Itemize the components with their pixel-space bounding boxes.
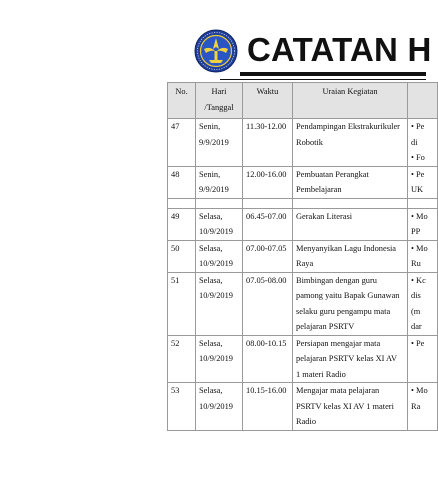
table-body — [168, 119, 438, 431]
cell-keterangan — [408, 383, 438, 431]
cell-hari-tanggal — [196, 272, 243, 335]
university-seal-logo — [194, 29, 238, 73]
column-header-waktu: Waktu — [243, 83, 293, 119]
cell-keterangan — [408, 208, 438, 240]
cell-hari: Selasa, — [199, 243, 223, 253]
cell-uraian-line: 1 materi Radio — [296, 369, 346, 379]
cell-uraian-line: Pendampingan Ekstrakurikuler — [296, 122, 400, 131]
cell-keterangan-line: • Pe — [411, 169, 425, 179]
cell-uraian-line: Bimbingan dengan guru — [296, 275, 377, 285]
cell-waktu: 12.00-16.00 — [243, 166, 293, 198]
cell-keterangan-line: Ra — [411, 401, 421, 411]
table-row — [168, 335, 438, 383]
cell-hari-tanggal — [196, 335, 243, 383]
cell-keterangan-line: • Pe — [411, 338, 425, 348]
cell-tanggal: 10/9/2019 — [199, 401, 233, 411]
cell-tanggal: 9/9/2019 — [199, 137, 229, 147]
cell-hari: Selasa, — [199, 211, 223, 221]
spacer-cell — [408, 198, 438, 208]
cell-no: 47 — [168, 119, 196, 167]
cell-keterangan — [408, 119, 438, 167]
spacer-cell — [293, 198, 408, 208]
table-row — [168, 240, 438, 272]
cell-keterangan-line: • Fo — [411, 153, 425, 162]
cell-keterangan — [408, 335, 438, 383]
cell-hari: Senin, — [199, 122, 221, 131]
table-row — [168, 208, 438, 240]
cell-hari-tanggal — [196, 208, 243, 240]
cell-no: 51 — [168, 272, 196, 335]
cell-tanggal: 10/9/2019 — [199, 259, 233, 268]
table-header-row — [168, 83, 438, 119]
cell-uraian-line: Mengajar mata pelajaran — [296, 386, 380, 395]
cell-waktu: 07.05-08.00 — [243, 272, 293, 335]
cell-uraian-line: Menyanyikan Lagu Indonesia — [296, 243, 397, 253]
spacer-cell — [168, 198, 196, 208]
cell-uraian-line: pelajaran PSRTV kelas XI AV — [296, 354, 398, 363]
cell-uraian — [293, 166, 408, 198]
cell-uraian-line: Raya — [296, 259, 314, 268]
cell-no: 48 — [168, 166, 196, 198]
cell-uraian-line: selaku guru pengampu mata — [296, 306, 391, 316]
cell-keterangan-line: • Kc — [411, 275, 426, 285]
cell-waktu: 08.00-10.15 — [243, 335, 293, 383]
cell-no: 53 — [168, 383, 196, 431]
cell-keterangan-line: Ru — [411, 259, 421, 268]
cell-keterangan — [408, 272, 438, 335]
cell-tanggal: 10/9/2019 — [199, 354, 233, 363]
cell-uraian-line: Pembelajaran — [296, 185, 342, 194]
column-header-tanggal-label: /Tanggal — [204, 102, 234, 112]
cell-tanggal: 9/9/2019 — [199, 185, 229, 194]
title-underline-thick — [240, 72, 426, 76]
spacer-cell — [196, 198, 243, 208]
cell-waktu: 11.30-12.00 — [243, 119, 293, 167]
cell-keterangan-line: di — [411, 137, 418, 147]
cell-uraian — [293, 272, 408, 335]
cell-uraian — [293, 383, 408, 431]
cell-keterangan — [408, 240, 438, 272]
cell-hari-tanggal — [196, 166, 243, 198]
column-header-hari-label: Hari — [211, 87, 227, 96]
cell-keterangan-line: • Mo — [411, 386, 428, 395]
cell-hari: Senin, — [199, 169, 221, 179]
table-row — [168, 272, 438, 335]
cell-uraian-line: pamong yaitu Bapak Gunawan — [296, 291, 400, 300]
cell-waktu: 07.00-07.05 — [243, 240, 293, 272]
cell-uraian — [293, 119, 408, 167]
cell-no: 49 — [168, 208, 196, 240]
cell-keterangan — [408, 166, 438, 198]
cell-uraian — [293, 208, 408, 240]
cell-waktu: 06.45-07.00 — [243, 208, 293, 240]
cell-tanggal: 10/9/2019 — [199, 227, 233, 236]
cell-uraian — [293, 335, 408, 383]
cell-no: 52 — [168, 335, 196, 383]
cell-hari: Selasa, — [199, 275, 223, 285]
cell-hari-tanggal — [196, 383, 243, 431]
column-header-no: No. — [168, 83, 196, 119]
cell-no: 50 — [168, 240, 196, 272]
cell-uraian-line: Persiapan mengajar mata — [296, 338, 381, 348]
cell-uraian-line: Radio — [296, 417, 317, 426]
cell-hari-tanggal — [196, 119, 243, 167]
cell-uraian-line: pelajaran PSRTV — [296, 322, 355, 331]
table-row — [168, 119, 438, 167]
cell-uraian — [293, 240, 408, 272]
cell-keterangan-line: dar — [411, 322, 422, 331]
activity-log-table — [167, 82, 438, 431]
cell-uraian-line: Gerakan Literasi — [296, 211, 353, 221]
cell-hari: Selasa, — [199, 386, 223, 395]
page-title: CATATAN H — [247, 31, 432, 68]
cell-uraian-line: Pembuatan Perangkat — [296, 169, 369, 179]
cell-keterangan-line: UK — [411, 185, 424, 194]
cell-hari-tanggal — [196, 240, 243, 272]
cell-keterangan-line: • Mo — [411, 243, 428, 253]
cell-keterangan-line: • Mo — [411, 211, 428, 221]
cell-hari: Selasa, — [199, 338, 223, 348]
cell-keterangan-line: dis — [411, 291, 421, 300]
table-spacer-row — [168, 198, 438, 208]
cell-keterangan-line: • Pe — [411, 122, 425, 131]
column-header-keterangan — [408, 83, 438, 119]
cell-tanggal: 10/9/2019 — [199, 291, 233, 300]
table-row — [168, 166, 438, 198]
spacer-cell — [243, 198, 293, 208]
table-row — [168, 383, 438, 431]
cell-uraian-line: PSRTV kelas XI AV 1 materi — [296, 401, 394, 411]
cell-keterangan-line: (m — [411, 306, 421, 316]
cell-keterangan-line: PP — [411, 227, 421, 236]
cell-uraian-line: Robotik — [296, 137, 323, 147]
title-underline-thin — [220, 79, 426, 80]
cell-waktu: 10.15-16.00 — [243, 383, 293, 431]
column-header-hari — [196, 83, 243, 119]
column-header-uraian: Uraian Kegiatan — [293, 83, 408, 119]
